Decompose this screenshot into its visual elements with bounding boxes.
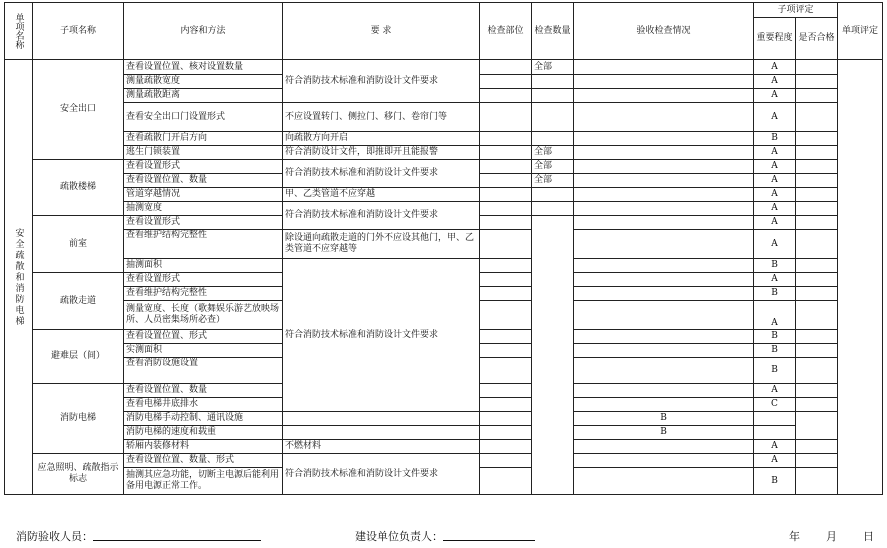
qualified-cell[interactable] — [796, 301, 838, 330]
check-quantity-cell: 全部 — [532, 60, 574, 75]
importance-cell: A — [754, 454, 796, 468]
owner-label: 建设单位负责人： — [355, 528, 443, 544]
inspection-status-cell[interactable] — [574, 330, 754, 344]
check-location-cell[interactable] — [480, 344, 532, 358]
unit-item-cell: 安全疏散和消防电梯 — [5, 60, 33, 495]
qualified-cell[interactable] — [796, 103, 838, 132]
row-content: 查看电梯井底排水 — [124, 398, 283, 412]
importance-cell: A — [754, 89, 796, 103]
inspection-status-cell[interactable] — [574, 384, 754, 398]
row-content: 查看消防设施设置 — [124, 358, 283, 384]
importance-cell: B — [574, 412, 754, 426]
row-content: 查看维护结构完整性 — [124, 287, 283, 301]
group-emergency-lighting: 应急照明、疏散指示标志 — [33, 454, 124, 495]
qualified-cell[interactable] — [796, 344, 838, 358]
qualified-cell[interactable] — [796, 398, 838, 412]
row-content: 管道穿越情况 — [124, 188, 283, 202]
importance-cell: A — [754, 230, 796, 259]
check-quantity-cell — [532, 75, 574, 89]
importance-cell: A — [754, 188, 796, 202]
inspection-status-cell[interactable] — [574, 188, 754, 202]
row-content: 逃生门锁装置 — [124, 146, 283, 160]
check-quantity-cell[interactable] — [532, 216, 574, 495]
importance-cell: B — [754, 287, 796, 301]
qualified-cell[interactable] — [796, 287, 838, 301]
qualified-cell[interactable] — [796, 60, 838, 75]
inspection-status-cell[interactable] — [574, 468, 754, 495]
qualified-cell[interactable] — [754, 412, 796, 426]
group-front-room: 前室 — [33, 216, 124, 273]
check-location-cell[interactable] — [480, 89, 532, 103]
inspection-status-cell[interactable] — [574, 440, 754, 454]
qualified-cell[interactable] — [796, 330, 838, 344]
check-quantity-cell — [532, 132, 574, 146]
check-location-cell[interactable] — [480, 384, 532, 398]
group-evac-stairs: 疏散楼梯 — [33, 160, 124, 216]
check-location-cell[interactable] — [480, 273, 532, 287]
inspection-status-cell[interactable] — [574, 358, 754, 384]
header-sub-item-rating: 子项评定 — [754, 3, 838, 18]
header-sub-item-name: 子项名称 — [33, 3, 124, 60]
row-content: 查看设置位置、形式 — [124, 330, 283, 344]
check-location-cell[interactable] — [480, 202, 532, 216]
importance-cell: A — [754, 384, 796, 398]
row-content: 测量疏散宽度 — [124, 75, 283, 89]
row-content: 查看安全出口门设置形式 — [124, 103, 283, 132]
row-content: 查看维护结构完整性 — [124, 230, 283, 259]
check-location-cell[interactable] — [480, 146, 532, 160]
inspection-status-cell[interactable] — [574, 103, 754, 132]
qualified-cell[interactable] — [796, 259, 838, 273]
importance-cell: B — [754, 330, 796, 344]
header-qualified: 是否合格 — [796, 18, 838, 60]
row-content: 查看设置形式 — [124, 160, 283, 174]
requirement-cell: 符合消防技术标准和消防设计文件要求 — [283, 60, 480, 103]
importance-cell: A — [754, 216, 796, 230]
inspection-status-cell[interactable] — [480, 426, 532, 440]
qualified-cell[interactable] — [796, 174, 838, 188]
inspection-status-cell[interactable] — [480, 412, 532, 426]
qualified-cell[interactable] — [796, 202, 838, 216]
header-unit-rating: 单项评定 — [838, 3, 883, 60]
inspection-status-cell[interactable] — [574, 89, 754, 103]
qualified-cell[interactable] — [796, 216, 838, 230]
requirement-cell: 除设通向疏散走道的门外不应设其他门，甲、乙类管道不应穿越等 — [283, 230, 480, 259]
inspection-status-cell[interactable] — [574, 174, 754, 188]
inspection-status-cell[interactable] — [574, 259, 754, 273]
qualified-cell[interactable] — [796, 440, 838, 454]
check-location-cell[interactable] — [480, 174, 532, 188]
header-content-method: 内容和方法 — [124, 3, 283, 60]
check-location-cell[interactable] — [480, 330, 532, 344]
inspection-status-cell[interactable] — [574, 216, 754, 230]
requirement-cell: 向疏散方向开启 — [283, 132, 480, 146]
row-content: 轿厢内装修材料 — [124, 440, 283, 454]
inspector-label: 消防验收人员： — [16, 528, 93, 544]
group-evac-corridor: 疏散走道 — [33, 273, 124, 330]
importance-cell: B — [574, 426, 754, 440]
qualified-cell[interactable] — [796, 454, 838, 468]
importance-cell: C — [754, 398, 796, 412]
qualified-cell[interactable] — [796, 230, 838, 259]
check-location-cell[interactable] — [480, 301, 532, 330]
importance-cell: A — [754, 440, 796, 454]
check-location-cell[interactable] — [480, 468, 532, 495]
header-requirement: 要 求 — [283, 3, 480, 60]
check-location-cell[interactable] — [480, 216, 532, 230]
importance-cell: B — [754, 358, 796, 384]
check-location-cell[interactable] — [480, 358, 532, 384]
group-fire-elevator: 消防电梯 — [33, 384, 124, 454]
qualified-cell[interactable] — [796, 468, 838, 495]
importance-cell: A — [754, 301, 796, 330]
inspection-status-cell[interactable] — [574, 273, 754, 287]
check-location-cell[interactable] — [480, 132, 532, 146]
importance-cell: A — [754, 273, 796, 287]
qualified-cell[interactable] — [754, 426, 796, 440]
row-content: 消防电梯手动控制、通讯设施 — [124, 412, 283, 426]
importance-cell: A — [754, 174, 796, 188]
row-content: 查看设置形式 — [124, 216, 283, 230]
check-quantity-cell — [532, 89, 574, 103]
inspection-status-cell[interactable] — [574, 398, 754, 412]
inspection-status-cell[interactable] — [574, 230, 754, 259]
requirement-cell: 甲、乙类管道不应穿越 — [283, 188, 480, 202]
requirement-cell: 符合消防技术标准和消防设计文件要求 — [283, 202, 480, 230]
check-quantity-cell: 全部 — [532, 160, 574, 174]
row-content: 查看设置位置、核对设置数量 — [124, 60, 283, 75]
header-inspection-status: 验收检查情况 — [574, 3, 754, 60]
check-location-cell[interactable] — [480, 188, 532, 202]
importance-cell: B — [754, 468, 796, 495]
month-label: 月 — [826, 530, 837, 543]
importance-cell: A — [754, 146, 796, 160]
row-content: 实测面积 — [124, 344, 283, 358]
check-location-cell[interactable] — [283, 426, 480, 440]
check-location-cell[interactable] — [480, 398, 532, 412]
qualified-cell[interactable] — [796, 273, 838, 287]
importance-cell: B — [754, 344, 796, 358]
inspection-status-cell[interactable] — [574, 146, 754, 160]
qualified-cell[interactable] — [796, 384, 838, 398]
requirement-cell: 不燃材料 — [283, 440, 480, 454]
requirement-cell: 符合消防技术标准和消防设计文件要求 — [283, 160, 480, 188]
requirement-cell: 符合消防技术标准和消防设计文件要求 — [283, 454, 480, 495]
qualified-cell[interactable] — [796, 160, 838, 174]
qualified-cell[interactable] — [796, 89, 838, 103]
check-location-cell[interactable] — [480, 230, 532, 259]
check-location-cell[interactable] — [480, 287, 532, 301]
importance-cell: A — [754, 202, 796, 216]
check-quantity-cell — [532, 188, 574, 202]
row-content: 测量疏散距离 — [124, 89, 283, 103]
qualified-cell[interactable] — [796, 188, 838, 202]
importance-cell: B — [754, 132, 796, 146]
inspection-status-cell[interactable] — [574, 454, 754, 468]
row-content: 抽测宽度 — [124, 202, 283, 216]
check-location-cell[interactable] — [480, 259, 532, 273]
check-location-cell[interactable] — [480, 440, 532, 454]
header-check-quantity: 检查数量 — [532, 3, 574, 60]
importance-cell: A — [754, 75, 796, 89]
inspection-status-cell[interactable] — [574, 202, 754, 216]
check-location-cell[interactable] — [480, 103, 532, 132]
inspection-status-cell[interactable] — [574, 160, 754, 174]
check-location-cell[interactable] — [480, 75, 532, 89]
signature-footer — [0, 528, 887, 546]
check-quantity-cell — [532, 103, 574, 132]
inspection-status-cell[interactable] — [574, 75, 754, 89]
header-check-location: 检查部位 — [480, 3, 532, 60]
inspection-status-cell[interactable] — [574, 287, 754, 301]
row-content: 查看设置位置、数量 — [124, 174, 283, 188]
check-quantity-cell — [532, 202, 574, 216]
requirement-cell: 不应设置转门、侧拉门、移门、卷帘门等 — [283, 103, 480, 132]
row-content: 抽测其应急功能，切断主电源后能利用备用电源正常工作。 — [124, 468, 283, 495]
check-location-cell[interactable] — [283, 412, 480, 426]
row-content: 抽测面积 — [124, 259, 283, 273]
qualified-cell[interactable] — [796, 358, 838, 384]
check-location-cell[interactable] — [480, 60, 532, 75]
inspection-status-cell[interactable] — [574, 60, 754, 75]
row-content: 查看设置位置、数量、形式 — [124, 454, 283, 468]
row-content: 查看疏散门开启方向 — [124, 132, 283, 146]
qualified-cell[interactable] — [796, 75, 838, 89]
check-location-cell[interactable] — [480, 454, 532, 468]
header-unit-item-name: 单项名称 — [5, 3, 33, 60]
inspection-form-table — [4, 2, 883, 495]
requirement-cell: 符合消防设计文件，即推即开且能报警 — [283, 146, 480, 160]
group-refuge-floor: 避难层（间） — [33, 330, 124, 384]
row-content: 查看设置位置、数量 — [124, 384, 283, 398]
row-content: 查看设置形式 — [124, 273, 283, 287]
check-quantity-cell: 全部 — [532, 174, 574, 188]
inspection-status-cell[interactable] — [574, 132, 754, 146]
group-safety-exit: 安全出口 — [33, 60, 124, 160]
check-quantity-cell: 全部 — [532, 146, 574, 160]
qualified-cell[interactable] — [796, 146, 838, 160]
importance-cell: A — [754, 60, 796, 75]
unit-rating-cell[interactable] — [838, 60, 883, 495]
owner-signature-line[interactable] — [443, 528, 535, 541]
importance-cell: A — [754, 103, 796, 132]
check-location-cell[interactable] — [480, 160, 532, 174]
day-label: 日 — [863, 530, 874, 543]
inspector-signature-line[interactable] — [93, 528, 261, 541]
qualified-cell[interactable] — [796, 132, 838, 146]
requirement-cell: 符合消防技术标准和消防设计文件要求 — [283, 259, 480, 412]
inspection-status-cell[interactable] — [574, 344, 754, 358]
row-content: 测量宽度、长度（歌舞娱乐游艺放映场所、人员密集场所必查） — [124, 301, 283, 330]
importance-cell: A — [754, 160, 796, 174]
header-importance: 重要程度 — [754, 18, 796, 60]
inspection-status-cell[interactable] — [574, 301, 754, 330]
row-content: 消防电梯的速度和载重 — [124, 426, 283, 440]
year-label: 年 — [789, 530, 800, 543]
importance-cell: B — [754, 259, 796, 273]
